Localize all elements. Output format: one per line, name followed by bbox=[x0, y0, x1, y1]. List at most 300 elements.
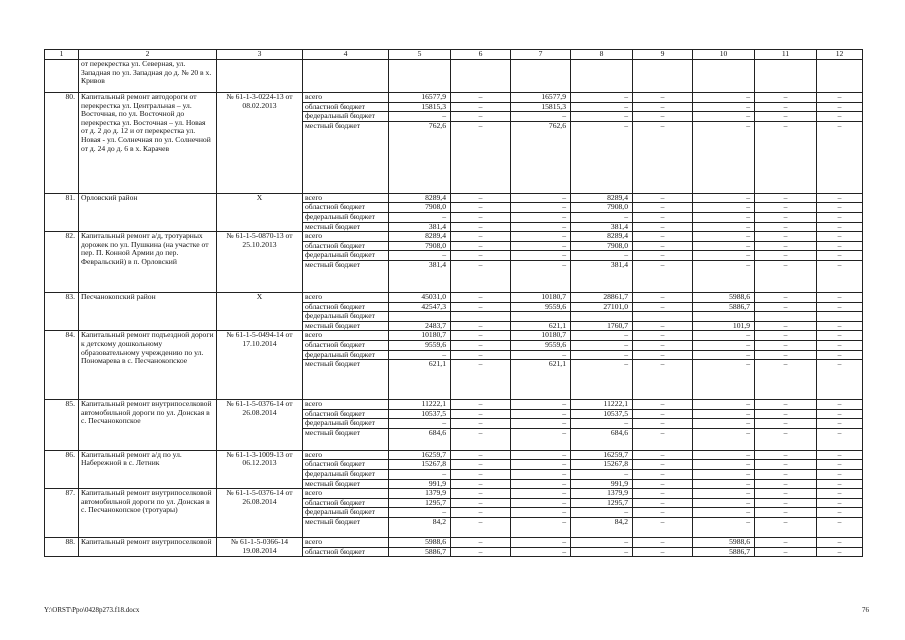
amount-cell: – bbox=[451, 460, 511, 470]
amount-cell: – bbox=[451, 302, 511, 312]
amount-cell: – bbox=[755, 232, 817, 242]
funding-source: всего bbox=[303, 193, 389, 203]
object-name: Капитальный ремонт а/д, тротуарных дорожек по ул. Пушкина (на участке от пер. П. Конной Армии до пер. Февральский) в п. Орловский bbox=[79, 232, 217, 293]
amount-cell: – bbox=[693, 479, 755, 489]
amount-cell: – bbox=[633, 450, 693, 460]
amount-cell: – bbox=[817, 102, 863, 112]
expertise-document: № 61-1-5-0376-14 от 26.08.2014 bbox=[217, 489, 303, 538]
amount-cell: – bbox=[817, 260, 863, 292]
row-number bbox=[45, 60, 79, 93]
amount-cell: – bbox=[817, 203, 863, 213]
row-number: 82. bbox=[45, 232, 79, 293]
amount-cell: – bbox=[817, 450, 863, 460]
amount-cell: 15815,3 bbox=[389, 102, 451, 112]
funding-source: федеральный бюджет bbox=[303, 350, 389, 360]
amount-cell: 5886,7 bbox=[693, 302, 755, 312]
amount-cell bbox=[451, 312, 511, 322]
amount-cell: 101,9 bbox=[693, 321, 755, 331]
expertise-document: Х bbox=[217, 292, 303, 330]
amount-cell: 991,9 bbox=[571, 479, 633, 489]
amount-cell: – bbox=[511, 538, 571, 548]
amount-cell: – bbox=[755, 489, 817, 499]
amount-cell: – bbox=[693, 340, 755, 350]
amount-cell: – bbox=[755, 241, 817, 251]
footer-file-path: Y:\ORST\Ppo\0428p273.f18.docx bbox=[44, 606, 140, 614]
amount-cell bbox=[633, 312, 693, 322]
amount-cell: – bbox=[451, 547, 511, 557]
amount-cell: 8289,4 bbox=[389, 232, 451, 242]
amount-cell: – bbox=[755, 331, 817, 341]
amount-cell: 2483,7 bbox=[389, 321, 451, 331]
amount-cell: – bbox=[633, 302, 693, 312]
col-header-12: 12 bbox=[817, 50, 863, 60]
funding-source: федеральный бюджет bbox=[303, 419, 389, 429]
funding-source: областной бюджет bbox=[303, 203, 389, 213]
amount-cell: – bbox=[817, 360, 863, 400]
amount-cell: – bbox=[633, 292, 693, 302]
amount-cell: – bbox=[451, 102, 511, 112]
amount-cell: – bbox=[693, 428, 755, 450]
amount-cell: 1295,7 bbox=[571, 498, 633, 508]
col-header-8: 8 bbox=[571, 50, 633, 60]
amount-cell: – bbox=[571, 360, 633, 400]
amount-cell: – bbox=[755, 360, 817, 400]
funding-source: областной бюджет bbox=[303, 340, 389, 350]
amount-cell: – bbox=[451, 428, 511, 450]
amount-cell: – bbox=[817, 419, 863, 429]
amount-cell: 84,2 bbox=[571, 518, 633, 538]
amount-cell bbox=[755, 60, 817, 93]
amount-cell: – bbox=[633, 470, 693, 480]
amount-cell: 381,4 bbox=[571, 260, 633, 292]
funding-source: местный бюджет bbox=[303, 518, 389, 538]
amount-cell: – bbox=[817, 489, 863, 499]
amount-cell: – bbox=[571, 350, 633, 360]
amount-cell: – bbox=[633, 409, 693, 419]
amount-cell: – bbox=[511, 479, 571, 489]
amount-cell: – bbox=[511, 450, 571, 460]
amount-cell: – bbox=[817, 321, 863, 331]
amount-cell: – bbox=[755, 419, 817, 429]
column-number-row bbox=[45, 50, 863, 60]
amount-cell: 1379,9 bbox=[571, 489, 633, 499]
object-name: Капитальный ремонт внутрипоселковой bbox=[79, 538, 217, 557]
amount-cell: – bbox=[693, 203, 755, 213]
amount-cell: 11222,1 bbox=[389, 400, 451, 410]
amount-cell: – bbox=[633, 508, 693, 518]
amount-cell: – bbox=[633, 232, 693, 242]
amount-cell: – bbox=[693, 419, 755, 429]
amount-cell: 16577,9 bbox=[389, 93, 451, 103]
amount-cell: – bbox=[451, 508, 511, 518]
amount-cell: – bbox=[511, 428, 571, 450]
amount-cell bbox=[633, 60, 693, 93]
amount-cell: – bbox=[633, 260, 693, 292]
funding-source: федеральный бюджет bbox=[303, 112, 389, 122]
amount-cell: 8289,4 bbox=[571, 232, 633, 242]
amount-cell: – bbox=[511, 470, 571, 480]
amount-cell: – bbox=[511, 222, 571, 232]
amount-cell: – bbox=[451, 450, 511, 460]
amount-cell: 10180,7 bbox=[389, 331, 451, 341]
col-header-6: 6 bbox=[451, 50, 511, 60]
amount-cell bbox=[693, 312, 755, 322]
amount-cell: 991,9 bbox=[389, 479, 451, 489]
amount-cell: – bbox=[633, 251, 693, 261]
amount-cell: – bbox=[451, 222, 511, 232]
amount-cell: – bbox=[755, 470, 817, 480]
amount-cell: – bbox=[755, 321, 817, 331]
amount-cell: – bbox=[693, 193, 755, 203]
amount-cell: – bbox=[817, 460, 863, 470]
amount-cell: – bbox=[633, 489, 693, 499]
amount-cell: – bbox=[451, 232, 511, 242]
amount-cell: – bbox=[633, 340, 693, 350]
funding-source: областной бюджет bbox=[303, 547, 389, 557]
funding-source: федеральный бюджет bbox=[303, 212, 389, 222]
amount-cell: – bbox=[389, 112, 451, 122]
amount-cell: – bbox=[633, 518, 693, 538]
amount-cell: – bbox=[817, 538, 863, 548]
amount-cell: – bbox=[451, 360, 511, 400]
amount-cell bbox=[511, 60, 571, 93]
amount-cell: – bbox=[755, 102, 817, 112]
funding-source: областной бюджет bbox=[303, 302, 389, 312]
amount-cell: – bbox=[633, 350, 693, 360]
amount-cell: – bbox=[693, 212, 755, 222]
amount-cell: – bbox=[693, 222, 755, 232]
amount-cell: – bbox=[571, 547, 633, 557]
col-header-7: 7 bbox=[511, 50, 571, 60]
amount-cell: – bbox=[571, 538, 633, 548]
amount-cell: – bbox=[633, 460, 693, 470]
amount-cell: – bbox=[633, 547, 693, 557]
amount-cell: – bbox=[817, 470, 863, 480]
object-name: от перекрестка ул. Северная, ул. Западная по ул. Западная до д. № 20 в х. Кривов bbox=[79, 60, 217, 93]
table-body bbox=[45, 50, 863, 557]
amount-cell: 621,1 bbox=[511, 321, 571, 331]
row-number: 80. bbox=[45, 93, 79, 194]
amount-cell: – bbox=[633, 428, 693, 450]
amount-cell: – bbox=[817, 547, 863, 557]
amount-cell: – bbox=[817, 508, 863, 518]
row-number: 87. bbox=[45, 489, 79, 538]
amount-cell bbox=[693, 60, 755, 93]
amount-cell: – bbox=[817, 222, 863, 232]
amount-cell: – bbox=[633, 93, 693, 103]
amount-cell: 5988,6 bbox=[693, 292, 755, 302]
amount-cell: – bbox=[451, 260, 511, 292]
amount-cell: 8289,4 bbox=[389, 193, 451, 203]
amount-cell: – bbox=[633, 331, 693, 341]
amount-cell: – bbox=[693, 241, 755, 251]
amount-cell: – bbox=[389, 350, 451, 360]
amount-cell: 7908,0 bbox=[571, 203, 633, 213]
amount-cell: – bbox=[511, 193, 571, 203]
row-number: 84. bbox=[45, 331, 79, 400]
amount-cell: – bbox=[693, 102, 755, 112]
amount-cell: – bbox=[693, 470, 755, 480]
funding-source: всего bbox=[303, 400, 389, 410]
amount-cell: – bbox=[693, 409, 755, 419]
amount-cell: – bbox=[755, 350, 817, 360]
row-number: 85. bbox=[45, 400, 79, 451]
amount-cell: – bbox=[511, 260, 571, 292]
funding-source bbox=[303, 60, 389, 93]
funding-source: местный бюджет bbox=[303, 121, 389, 193]
amount-cell: 10537,5 bbox=[571, 409, 633, 419]
funding-source: всего bbox=[303, 450, 389, 460]
amount-cell: – bbox=[693, 460, 755, 470]
table-row bbox=[45, 232, 863, 242]
amount-cell: – bbox=[511, 508, 571, 518]
amount-cell: – bbox=[755, 93, 817, 103]
table-row bbox=[45, 93, 863, 103]
amount-cell: – bbox=[451, 121, 511, 193]
expertise-document: № 61-1-5-0366-14 19.08.2014 bbox=[217, 538, 303, 557]
amount-cell: – bbox=[389, 419, 451, 429]
object-name: Капитальный ремонт внутрипоселковой автомобильной дороги по ул. Донская в с. Песчанокопское bbox=[79, 400, 217, 451]
col-header-4: 4 bbox=[303, 50, 389, 60]
amount-cell: 9559,6 bbox=[511, 302, 571, 312]
amount-cell: – bbox=[693, 518, 755, 538]
amount-cell: – bbox=[451, 498, 511, 508]
amount-cell: – bbox=[511, 251, 571, 261]
amount-cell: 16259,7 bbox=[571, 450, 633, 460]
amount-cell: 684,6 bbox=[571, 428, 633, 450]
amount-cell: – bbox=[693, 360, 755, 400]
amount-cell: – bbox=[755, 222, 817, 232]
amount-cell: 8289,4 bbox=[571, 193, 633, 203]
expertise-document: № 61-1-3-1009-13 от 06.12.2013 bbox=[217, 450, 303, 488]
col-header-9: 9 bbox=[633, 50, 693, 60]
funding-source: областной бюджет bbox=[303, 102, 389, 112]
amount-cell: 42547,3 bbox=[389, 302, 451, 312]
amount-cell: – bbox=[755, 203, 817, 213]
amount-cell: – bbox=[511, 112, 571, 122]
amount-cell: – bbox=[451, 470, 511, 480]
amount-cell bbox=[755, 312, 817, 322]
amount-cell: – bbox=[633, 212, 693, 222]
object-name: Капитальный ремонт внутрипоселковой автомобильной дороги по ул. Донская в с. Песчанокопское (тротуары) bbox=[79, 489, 217, 538]
amount-cell: – bbox=[511, 460, 571, 470]
table-row bbox=[45, 400, 863, 410]
amount-cell: – bbox=[755, 121, 817, 193]
expertise-document: № 61-1-5-0870-13 от 25.10.2013 bbox=[217, 232, 303, 293]
amount-cell: – bbox=[755, 409, 817, 419]
funding-source: местный бюджет bbox=[303, 360, 389, 400]
amount-cell bbox=[817, 60, 863, 93]
funding-source: местный бюджет bbox=[303, 222, 389, 232]
object-name: Капитальный ремонт подъездной дороги к детскому дошкольному образовательному учреждению по ул. Пономарева в с. Песчанокопское bbox=[79, 331, 217, 400]
amount-cell: – bbox=[633, 321, 693, 331]
amount-cell: – bbox=[571, 419, 633, 429]
amount-cell: – bbox=[451, 518, 511, 538]
funding-source: местный бюджет bbox=[303, 428, 389, 450]
amount-cell bbox=[511, 312, 571, 322]
funding-source: всего bbox=[303, 538, 389, 548]
table-row bbox=[45, 450, 863, 460]
amount-cell bbox=[389, 312, 451, 322]
amount-cell: 5988,6 bbox=[693, 538, 755, 548]
amount-cell: – bbox=[633, 479, 693, 489]
amount-cell: – bbox=[389, 212, 451, 222]
amount-cell: – bbox=[755, 428, 817, 450]
amount-cell: – bbox=[633, 121, 693, 193]
amount-cell: 5886,7 bbox=[389, 547, 451, 557]
amount-cell: – bbox=[817, 340, 863, 350]
funding-source: областной бюджет bbox=[303, 241, 389, 251]
amount-cell: – bbox=[511, 409, 571, 419]
amount-cell: – bbox=[451, 350, 511, 360]
funding-source: областной бюджет bbox=[303, 498, 389, 508]
amount-cell: 9559,6 bbox=[389, 340, 451, 350]
amount-cell bbox=[451, 60, 511, 93]
amount-cell: – bbox=[451, 400, 511, 410]
amount-cell: – bbox=[817, 479, 863, 489]
amount-cell: 762,6 bbox=[389, 121, 451, 193]
col-header-10: 10 bbox=[693, 50, 755, 60]
amount-cell: 10180,7 bbox=[511, 292, 571, 302]
amount-cell: – bbox=[571, 102, 633, 112]
amount-cell: – bbox=[755, 112, 817, 122]
amount-cell: – bbox=[693, 400, 755, 410]
amount-cell: 27101,0 bbox=[571, 302, 633, 312]
amount-cell: 1760,7 bbox=[571, 321, 633, 331]
amount-cell: – bbox=[451, 538, 511, 548]
amount-cell: – bbox=[693, 331, 755, 341]
amount-cell: – bbox=[511, 203, 571, 213]
amount-cell: 5988,6 bbox=[389, 538, 451, 548]
amount-cell: – bbox=[451, 203, 511, 213]
amount-cell: 1379,9 bbox=[389, 489, 451, 499]
amount-cell: – bbox=[633, 102, 693, 112]
amount-cell: – bbox=[511, 241, 571, 251]
amount-cell: – bbox=[693, 350, 755, 360]
amount-cell: – bbox=[451, 251, 511, 261]
funding-source: федеральный бюджет bbox=[303, 312, 389, 322]
amount-cell: – bbox=[571, 331, 633, 341]
col-header-5: 5 bbox=[389, 50, 451, 60]
col-header-1: 1 bbox=[45, 50, 79, 60]
funding-source: федеральный бюджет bbox=[303, 508, 389, 518]
funding-source: областной бюджет bbox=[303, 460, 389, 470]
funding-source: всего bbox=[303, 93, 389, 103]
amount-cell: – bbox=[755, 460, 817, 470]
amount-cell: 762,6 bbox=[511, 121, 571, 193]
amount-cell: – bbox=[511, 212, 571, 222]
object-name: Орловский район bbox=[79, 193, 217, 231]
amount-cell: – bbox=[817, 251, 863, 261]
amount-cell: – bbox=[755, 518, 817, 538]
amount-cell: – bbox=[511, 350, 571, 360]
amount-cell: – bbox=[817, 331, 863, 341]
amount-cell: – bbox=[817, 350, 863, 360]
col-header-3: 3 bbox=[217, 50, 303, 60]
amount-cell: 7908,0 bbox=[571, 241, 633, 251]
amount-cell: – bbox=[755, 479, 817, 489]
amount-cell: 1295,7 bbox=[389, 498, 451, 508]
amount-cell: – bbox=[817, 518, 863, 538]
amount-cell: 16259,7 bbox=[389, 450, 451, 460]
amount-cell: – bbox=[511, 419, 571, 429]
funding-source: всего bbox=[303, 489, 389, 499]
amount-cell: – bbox=[755, 450, 817, 460]
amount-cell: – bbox=[571, 93, 633, 103]
table-row bbox=[45, 193, 863, 203]
amount-cell: – bbox=[451, 93, 511, 103]
amount-cell bbox=[571, 60, 633, 93]
amount-cell: – bbox=[633, 193, 693, 203]
row-number: 86. bbox=[45, 450, 79, 488]
amount-cell: – bbox=[571, 251, 633, 261]
amount-cell: 28861,7 bbox=[571, 292, 633, 302]
amount-cell: – bbox=[693, 508, 755, 518]
amount-cell: 84,2 bbox=[389, 518, 451, 538]
amount-cell: – bbox=[755, 538, 817, 548]
funding-source: федеральный бюджет bbox=[303, 470, 389, 480]
amount-cell: – bbox=[755, 400, 817, 410]
row-number: 83. bbox=[45, 292, 79, 330]
amount-cell: – bbox=[451, 479, 511, 489]
amount-cell: – bbox=[511, 232, 571, 242]
amount-cell: 381,4 bbox=[389, 222, 451, 232]
amount-cell: – bbox=[755, 547, 817, 557]
funding-source: всего bbox=[303, 331, 389, 341]
amount-cell: – bbox=[451, 193, 511, 203]
amount-cell: – bbox=[817, 193, 863, 203]
amount-cell: – bbox=[633, 112, 693, 122]
amount-cell: 15267,8 bbox=[389, 460, 451, 470]
amount-cell: 684,6 bbox=[389, 428, 451, 450]
amount-cell: – bbox=[633, 419, 693, 429]
amount-cell: 45031,0 bbox=[389, 292, 451, 302]
amount-cell: 621,1 bbox=[511, 360, 571, 400]
program-table bbox=[44, 49, 863, 557]
amount-cell: – bbox=[755, 251, 817, 261]
amount-cell: – bbox=[755, 193, 817, 203]
object-name: Песчанокопский район bbox=[79, 292, 217, 330]
amount-cell: – bbox=[817, 121, 863, 193]
amount-cell: 381,4 bbox=[571, 222, 633, 232]
amount-cell: – bbox=[451, 331, 511, 341]
amount-cell: 381,4 bbox=[389, 260, 451, 292]
amount-cell: – bbox=[817, 112, 863, 122]
amount-cell: – bbox=[511, 518, 571, 538]
footer-page-number: 76 bbox=[862, 606, 869, 614]
amount-cell: – bbox=[511, 489, 571, 499]
amount-cell: 7908,0 bbox=[389, 203, 451, 213]
expertise-document: Х bbox=[217, 193, 303, 231]
amount-cell: – bbox=[755, 292, 817, 302]
amount-cell: – bbox=[389, 508, 451, 518]
amount-cell: 10180,7 bbox=[511, 331, 571, 341]
object-name: Капитальный ремонт а/д по ул. Набережной в с. Летник bbox=[79, 450, 217, 488]
funding-source: местный бюджет bbox=[303, 260, 389, 292]
amount-cell: – bbox=[817, 292, 863, 302]
expertise-document: № 61-1-3-0224-13 от 08.02.2013 bbox=[217, 93, 303, 194]
funding-source: федеральный бюджет bbox=[303, 251, 389, 261]
amount-cell: – bbox=[693, 498, 755, 508]
amount-cell bbox=[571, 312, 633, 322]
amount-cell: – bbox=[451, 419, 511, 429]
amount-cell: 9559,6 bbox=[511, 340, 571, 350]
amount-cell: – bbox=[817, 241, 863, 251]
amount-cell: 10537,5 bbox=[389, 409, 451, 419]
expertise-document: № 61-1-5-0494-14 от 17.10.2014 bbox=[217, 331, 303, 400]
col-header-11: 11 bbox=[755, 50, 817, 60]
amount-cell: – bbox=[571, 212, 633, 222]
